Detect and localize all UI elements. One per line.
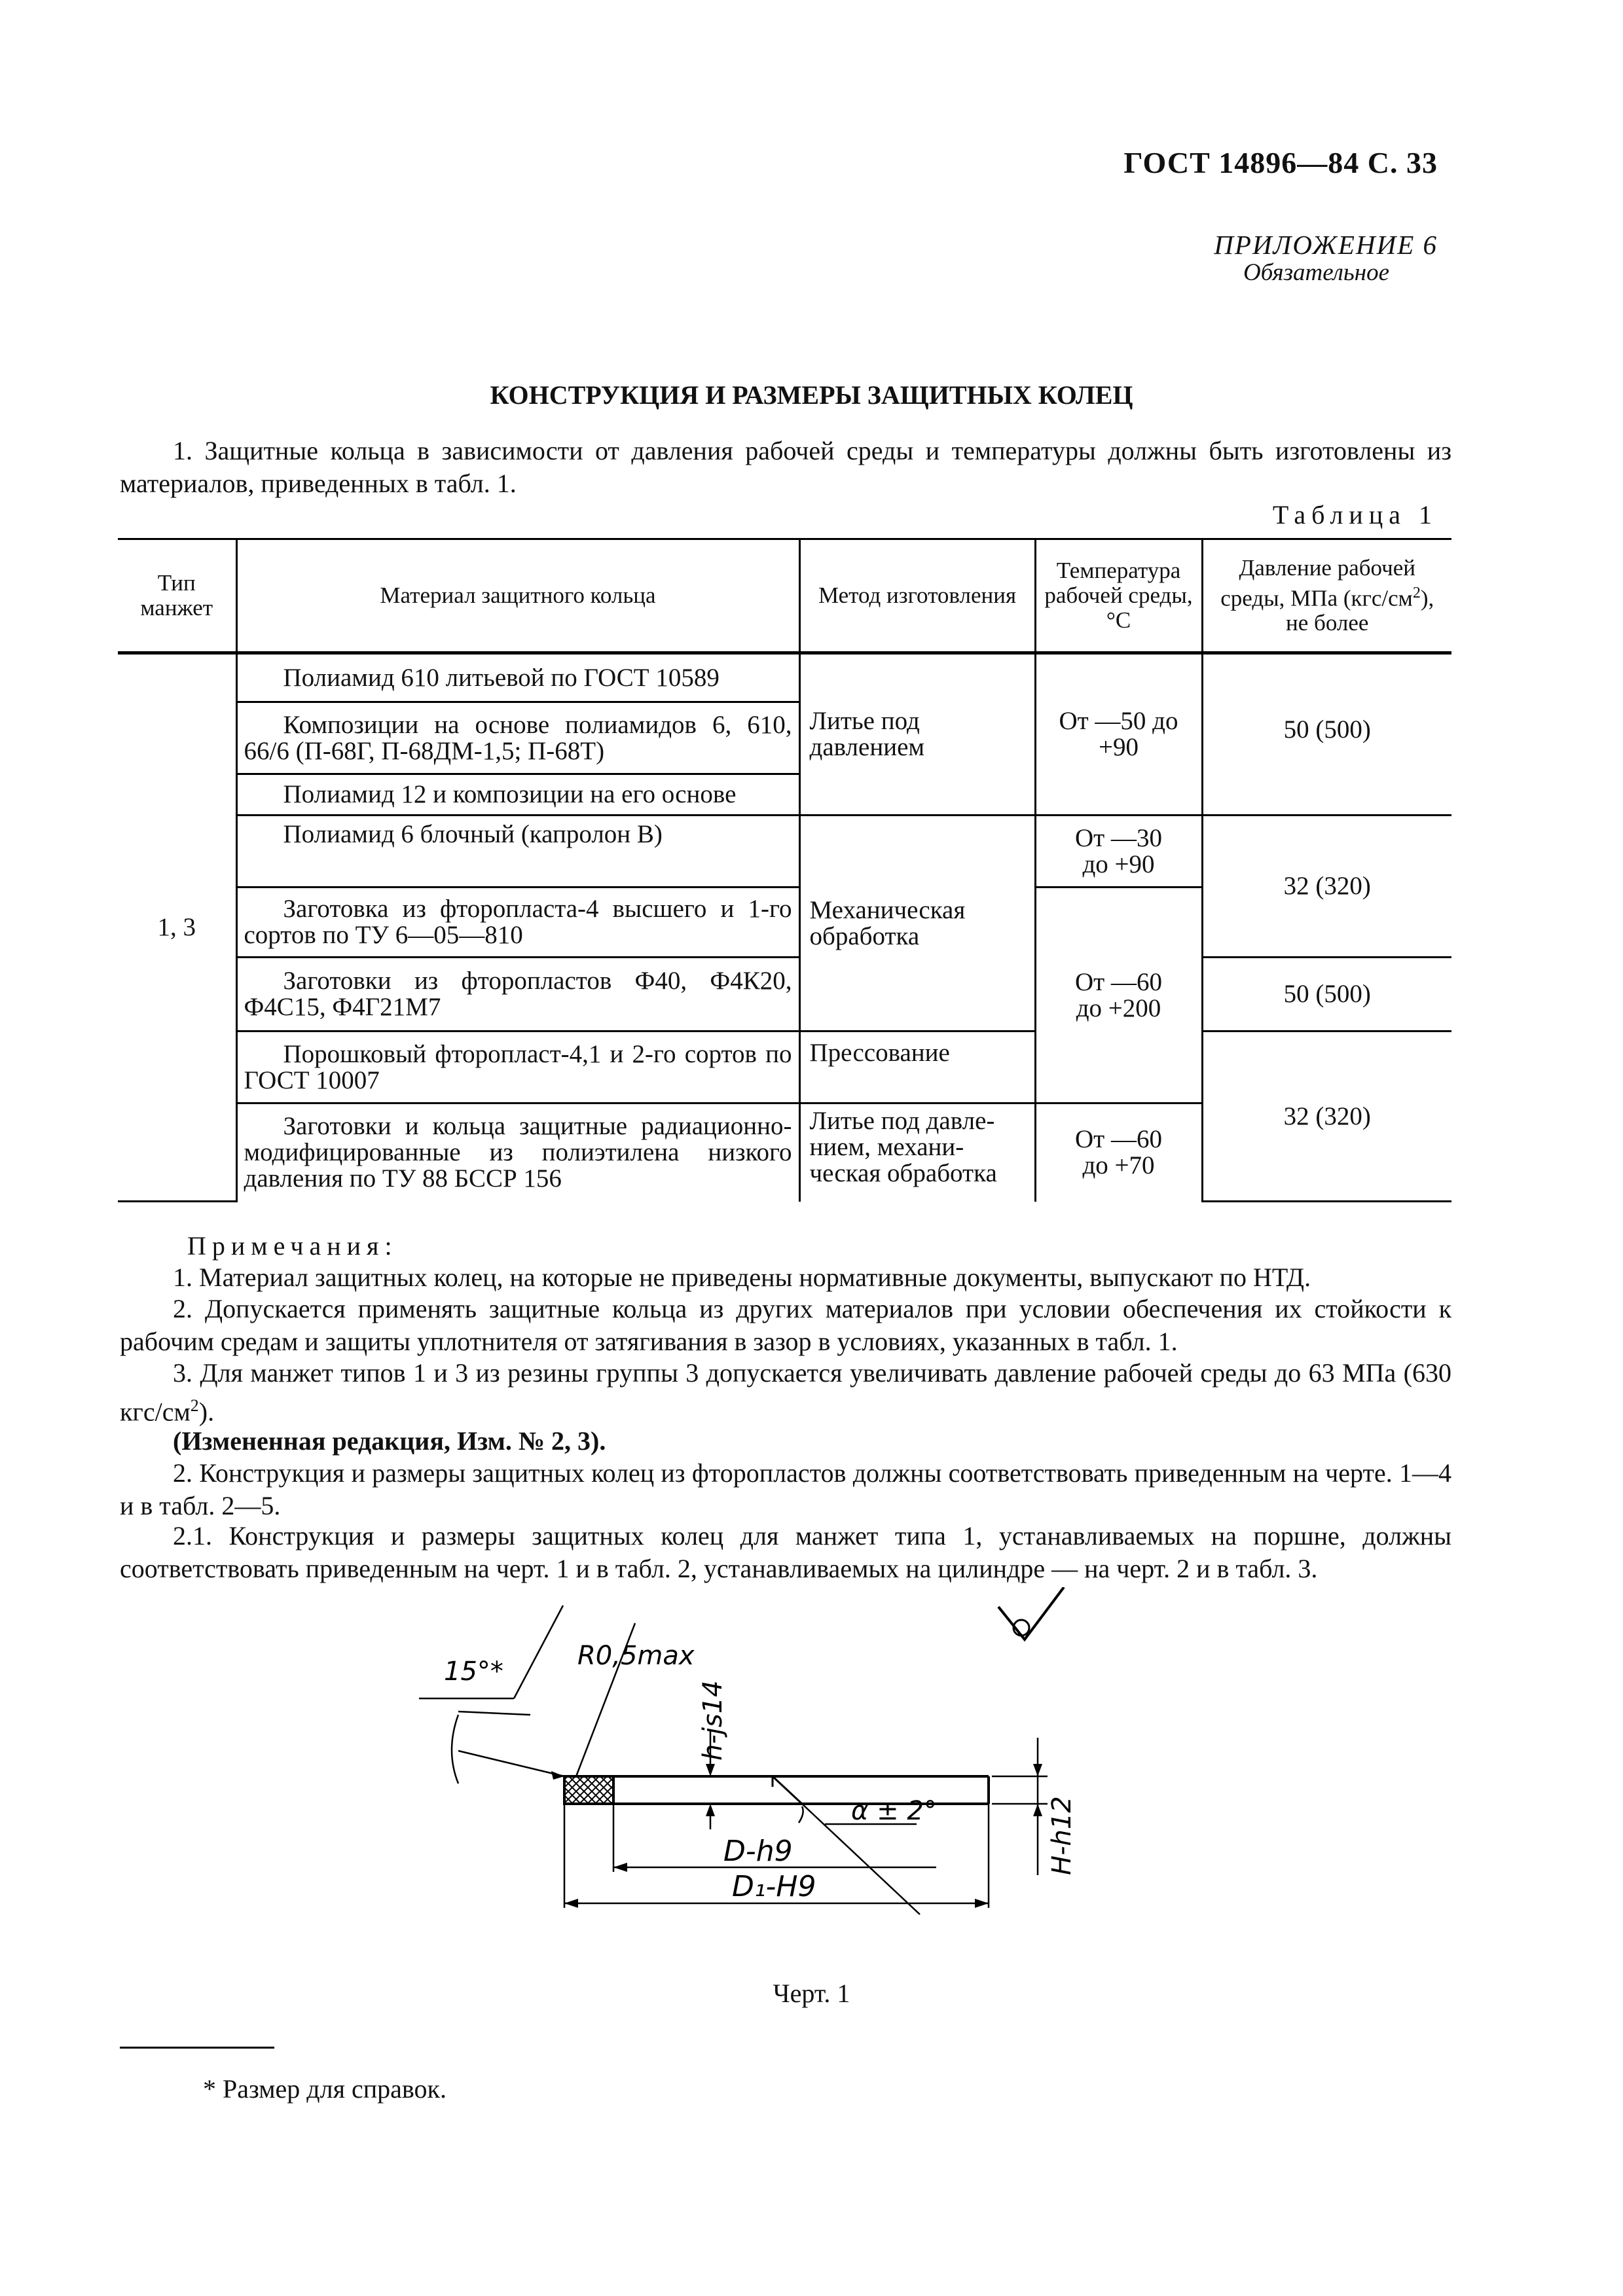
material-cell: Композиции на основе полиамидов 6, 610, 66/6 (П-68Г, П-68ДМ-1,5; П-68Т) — [236, 702, 799, 774]
header-method: Метод изготовления — [799, 539, 1035, 653]
temp-cell: От —30 до +90 — [1035, 816, 1202, 888]
pressure-cell: 50 (500) — [1202, 653, 1451, 816]
table-caption: Таблица 1 — [1272, 500, 1438, 529]
section-title: КОНСТРУКЦИЯ И РАЗМЕРЫ ЗАЩИТНЫХ КОЛЕЦ — [490, 380, 1133, 410]
table-row — [118, 958, 1451, 1031]
table-row — [118, 653, 1451, 702]
pressure-cell: 50 (500) — [1202, 958, 1451, 1031]
ring-drawing — [419, 1587, 1139, 1928]
table-row — [118, 816, 1451, 888]
drawing-1 — [419, 1587, 1139, 1931]
angle-label: 15°* — [444, 1657, 503, 1687]
page-header: ГОСТ 14896—84 С. 33 — [1123, 146, 1438, 179]
outer-diameter-label: D₁-H9 — [732, 1870, 816, 1903]
material-cell: Заготовки и кольца защитные радиационно-модифицированные из полиэтилена низкого давления по ТУ 88 БССР 156 — [236, 1103, 799, 1202]
note-1: 1. Материал защитных колец, на которые не приведены нормативные документы, выпускают по НТД. — [173, 1263, 1311, 1292]
note-2: 2. Допускается применять защитные кольца из других материалов при условии обеспечения их стойкости к рабочим средам и защиты уплотнителя от затягивания в зазор в условиях, указанных в табл. 1. — [120, 1294, 1451, 1356]
paragraph-2-1: 2.1. Конструкция и размеры защитных колец для манжет типа 1, устанавливаемых на поршне, должны соответствовать приведенным на черт. 1 и в табл. 2, устанавливаемых на цилиндре — на черт. 2 и в табл. 3. — [120, 1521, 1451, 1583]
note-3: 3. Для манжет типов 1 и 3 из резины группы 3 допускается увеличивать давление рабочей среды до 63 МПа (630 кгс/$см^2$). — [120, 1358, 1451, 1427]
height-label: h-js14 — [698, 1680, 728, 1761]
header-type: Тип манжет — [118, 539, 236, 653]
appendix-title: ПРИЛОЖЕНИЕ 6 — [1214, 230, 1438, 260]
alpha-label: α ± 2° — [851, 1796, 937, 1826]
radius-label: R0,5max — [577, 1641, 695, 1671]
pressure-cell: 32 (320) — [1202, 816, 1451, 958]
temp-cell: От —60 до +70 — [1035, 1103, 1202, 1202]
footnote: * Размер для справок. — [203, 2074, 447, 2104]
notes-heading: Примечания: — [187, 1231, 398, 1261]
material-cell: Заготовки из фторопластов Ф40, Ф4К20, Ф4С15, Ф4Г21М7 — [236, 958, 799, 1031]
revision-note: (Измененная редакция, Изм. № 2, 3). — [173, 1426, 606, 1456]
temp-cell: От —50 до +90 — [1035, 653, 1202, 816]
drawing-caption: Черт. 1 — [773, 1979, 850, 2008]
material-cell: Полиамид 610 литьевой по ГОСТ 10589 — [236, 653, 799, 702]
method-cell: Литье под давле-нием, механи-ческая обработка — [799, 1103, 1035, 1202]
temp-cell: От —60 до +200 — [1035, 888, 1202, 1103]
type-cell: 1, 3 — [118, 653, 236, 1202]
paragraph-1: 1. Защитные кольца в зависимости от давления рабочей среды и температуры должны быть изготовлены из материалов, приведенных в табл. 1. — [120, 436, 1451, 498]
total-height-label: H-h12 — [1047, 1796, 1077, 1875]
material-cell: Порошковый фторопласт-4,1 и 2-го сортов по ГОСТ 10007 — [236, 1031, 799, 1103]
material-cell: Заготовка из фторопласта-4 высшего и 1-го сортов по ТУ 6—05—810 — [236, 888, 799, 958]
material-cell: Полиамид 12 и композиции на его основе — [236, 774, 799, 816]
materials-table — [118, 538, 1451, 1202]
table-row — [118, 1031, 1451, 1103]
inner-diameter-label: D-h9 — [723, 1835, 793, 1868]
pressure-cell: 32 (320) — [1202, 1031, 1451, 1202]
header-pressure: Давление рабочей среды, МПа $(кгс/см^2)$, не более — [1202, 539, 1451, 653]
table-header-row — [118, 539, 1451, 653]
paragraph-2: 2. Конструкция и размеры защитных колец из фторопластов должны соответствовать приведенным на черте. 1—4 и в табл. 2—5. — [120, 1458, 1451, 1520]
header-material: Материал защитного кольца — [236, 539, 799, 653]
method-cell: Литье под давлением — [799, 653, 1035, 816]
method-cell: Механическая обработка — [799, 816, 1035, 1031]
footnote-rule — [120, 2047, 274, 2049]
material-cell: Полиамид 6 блочный (капролон В) — [236, 816, 799, 888]
method-cell: Прессование — [799, 1031, 1035, 1103]
appendix-status: Обязательное — [1243, 259, 1389, 286]
header-temp: Температура рабочей среды, °С — [1035, 539, 1202, 653]
